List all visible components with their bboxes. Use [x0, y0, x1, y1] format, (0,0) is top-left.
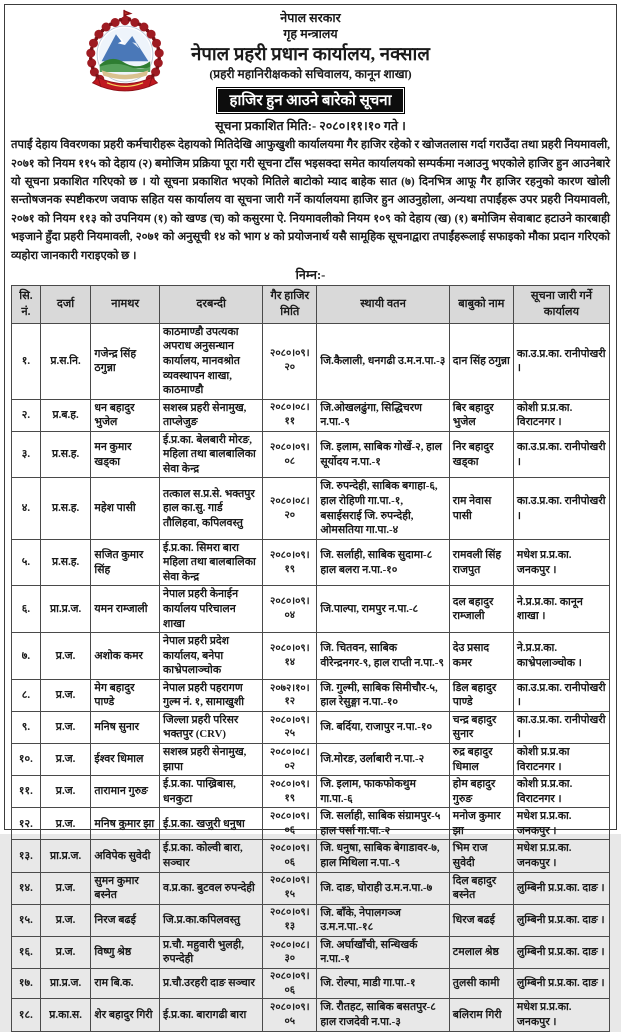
cell-issuing-office: मधेश प्र.प्र.का. जनकपुर ।	[513, 539, 609, 586]
column-header-sn: सि. नं.	[12, 286, 41, 324]
cell-father-name: निर बहादुर खड्का	[449, 431, 513, 478]
cell-permanent-address: जि.ओखलढुंगा, सिद्धिचरण न.पा.-९	[317, 399, 449, 431]
table-row	[12, 633, 610, 680]
column-header-father-name: बाबुको नाम	[449, 286, 513, 324]
cell-sn: ६.	[12, 586, 41, 633]
cell-issuing-office: लुम्बिनी प्र.प्र.का. दाङ ।	[513, 904, 609, 936]
cell-absent-date: २०८०।०९।२०	[263, 323, 317, 399]
cell-posting: ई.प्र.का. बारागढी बारा	[159, 999, 262, 1031]
cell-name: धन बहादुर भुजेल	[91, 399, 160, 431]
cell-rank: प्रा.प्र.ज.	[40, 968, 91, 999]
cell-father-name: बलिराम गिरी	[449, 999, 513, 1031]
table-row	[12, 840, 610, 872]
cell-permanent-address: जि. रोल्पा, माडी गा.पा.-१	[317, 968, 449, 999]
cell-sn: ४.	[12, 478, 41, 539]
cell-name: राम बि.क.	[91, 968, 160, 999]
cell-permanent-address: जि. धनुषा, साबिक बेगाडावर-७, हाल मिथिला न.पा.-९	[317, 840, 449, 872]
cell-permanent-address: जि.कैलाली, धनगढी उ.म.न.पा.-३	[317, 323, 449, 399]
cell-name: मनिष सुनार	[91, 711, 160, 743]
cell-issuing-office: का.उ.प्र.का. रानीपोखरी ।	[513, 431, 609, 478]
table-row	[12, 808, 610, 840]
cell-absent-date: २०८०।०९।०४	[263, 586, 317, 633]
column-header-rank: दर्जा	[40, 286, 91, 324]
cell-issuing-office: कोशी प्र.प्र.का. विराटनगर ।	[513, 399, 609, 431]
cell-father-name: राम नेवास पासी	[449, 478, 513, 539]
notice-title: हाजिर हुन आउने बारेको सूचना	[216, 87, 404, 114]
cell-rank: प्र.का.स.	[40, 999, 91, 1031]
cell-posting: काठमाण्डौ उपत्यका अपराध अनुसन्धान कार्यालय, मानवश्रोत व्यवस्थापन शाखा, काठमाण्डौ	[159, 323, 262, 399]
table-head	[12, 286, 610, 324]
cell-name: सुमन कुमार बस्नेत	[91, 872, 160, 904]
table-row	[12, 399, 610, 431]
cell-posting: ई.प्र.का. कोल्वी बारा, सञ्चार	[159, 840, 262, 872]
table-row	[12, 586, 610, 633]
cell-rank: प्र.ज.	[40, 679, 91, 711]
cell-absent-date: २०८०।०८।२०	[263, 478, 317, 539]
office-name: नेपाल प्रहरी प्रधान कार्यालय, नक्साल	[191, 44, 430, 65]
cell-permanent-address: जि. गुल्मी, साबिक सिमीचौर-५, हाल रेसुङ्गा न.पा.-१०	[317, 679, 449, 711]
cell-issuing-office: का.उ.प्र.का. रानीपोखरी ।	[513, 679, 609, 711]
cell-absent-date: २०८०।०९।०५	[263, 999, 317, 1031]
published-date: सूचना प्रकाशित मिति:- २०८०।११।१० गते ।	[215, 119, 406, 134]
cell-father-name: टमलाल श्रेष्ठ	[449, 936, 513, 968]
cell-name: शेर बहादुर गिरी	[91, 999, 160, 1031]
cell-father-name: दल बहादुर राम्जाली	[449, 586, 513, 633]
cell-name: मनिष कुमार झा	[91, 808, 160, 840]
cell-sn: १५.	[12, 904, 41, 936]
list-label: निम्न:-	[295, 268, 326, 283]
cell-rank: प्र.ज.	[40, 808, 91, 840]
cell-posting: प्र.चौ.उरहरी दाङ सञ्चार	[159, 968, 262, 999]
cell-sn: ९.	[12, 711, 41, 743]
cell-name: निरज बढई	[91, 904, 160, 936]
document-frame	[4, 4, 617, 1028]
cell-posting: ई.प्र.का. पाख्रिबास, धनकुटा	[159, 776, 262, 808]
cell-absent-date: २०८०।०८।३०	[263, 936, 317, 968]
cell-posting: सशस्त्र प्रहरी सेनामुख, झापा	[159, 744, 262, 776]
cell-name: अविपेक सुवेदी	[91, 840, 160, 872]
cell-rank: प्र.स.ह.	[40, 539, 91, 586]
cell-absent-date: २०८०।०९।२५	[263, 711, 317, 743]
cell-father-name: भिम राज सुवेदी	[449, 840, 513, 872]
cell-father-name: होम बहादुर गुरुङ	[449, 776, 513, 808]
cell-name: गजेन्द्र सिंह ठगुन्ना	[91, 323, 160, 399]
cell-absent-date: २०८०।०९।१९	[263, 539, 317, 586]
cell-posting: जिल्ला प्रहरी परिसर भक्तपुर (CRV)	[159, 711, 262, 743]
cell-sn: २.	[12, 399, 41, 431]
cell-permanent-address: जि. अर्घाखाँची, सन्धिखर्क न.पा.-१	[317, 936, 449, 968]
cell-issuing-office: का.उ.प्र.का. रानीपोखरी ।	[513, 478, 609, 539]
cell-name: सजित कुमार सिंह	[91, 539, 160, 586]
cell-posting: ई.प्र.का. सिमरा बारा महिला तथा बालबालिका सेवा केन्द्र	[159, 539, 262, 586]
notice-table	[11, 285, 610, 1031]
cell-rank: प्र.ज.	[40, 633, 91, 680]
cell-posting: नेपाल प्रहरी पहरागण गुल्म नं. १, सामाखुशी	[159, 679, 262, 711]
cell-absent-date: २०८०।०९।०८	[263, 431, 317, 478]
cell-sn: १६.	[12, 936, 41, 968]
table-row	[12, 744, 610, 776]
cell-issuing-office: ने.प्र.प्र.का. कानून शाखा ।	[513, 586, 609, 633]
column-header-permanent-address: स्थायी वतन	[317, 286, 449, 324]
cell-rank: प्र.स.ह.	[40, 478, 91, 539]
cell-permanent-address: जि. सर्लाही, साबिक संग्रामपुर-५ हाल पर्सा गा.पा.-२	[317, 808, 449, 840]
cell-rank: प्र.ज.	[40, 711, 91, 743]
cell-absent-date: २०८०।०९।०६	[263, 968, 317, 999]
cell-father-name: देउ प्रसाद कमर	[449, 633, 513, 680]
cell-issuing-office: लुम्बिनी प्र.प्र.का. दाङ ।	[513, 968, 609, 999]
cell-rank: प्र.ज.	[40, 744, 91, 776]
cell-absent-date: २०८०।०८।११	[263, 399, 317, 431]
document-header	[11, 7, 610, 134]
table-row	[12, 999, 610, 1031]
cell-issuing-office: मधेश प्र.प्र.का. जनकपुर ।	[513, 808, 609, 840]
cell-posting: तत्काल स.प्र.से. भक्तपुर हाल का.सु. गार्ड तौलिहवा, कपिलवस्तु	[159, 478, 262, 539]
nepal-police-emblem-icon	[77, 9, 173, 99]
cell-father-name: तुलसी कामी	[449, 968, 513, 999]
cell-name: महेश पासी	[91, 478, 160, 539]
cell-permanent-address: जि. सर्लाही, साबिक सुदामा-८ हाल बलरा न.पा.-१०	[317, 539, 449, 586]
cell-posting: ई.प्र.का. खजुरी धनुषा	[159, 808, 262, 840]
table-row	[12, 904, 610, 936]
cell-posting: सशस्त्र प्रहरी सेनामुख, ताप्लेजुङ	[159, 399, 262, 431]
cell-issuing-office: कोशी प्र.प्र.का. विराटनगर ।	[513, 776, 609, 808]
column-header-posting: दरबन्दी	[159, 286, 262, 324]
cell-sn: ८.	[12, 679, 41, 711]
table-row	[12, 431, 610, 478]
cell-issuing-office: कोशी प्र.प्र.का विराटनगर ।	[513, 744, 609, 776]
cell-rank: प्र.ज.	[40, 776, 91, 808]
cell-sn: १७.	[12, 968, 41, 999]
cell-issuing-office: लुम्बिनी प्र.प्र.का. दाङ ।	[513, 936, 609, 968]
cell-name: विष्णु श्रेष्ठ	[91, 936, 160, 968]
cell-father-name: बिर बहादुर भुजेल	[449, 399, 513, 431]
cell-rank: प्र.ज.	[40, 904, 91, 936]
cell-permanent-address: जि. इलाम, साबिक गोर्खे-२, हाल सूर्योदय न.पा.-१	[317, 431, 449, 478]
cell-posting: नेपाल प्रहरी केनाईन कार्यालय परिचालन शाखा	[159, 586, 262, 633]
cell-posting: प्र.चौ. महुवारी भुलही, रुपन्देही	[159, 936, 262, 968]
cell-rank: प्र.ज.	[40, 872, 91, 904]
cell-rank: प्र.स.नि.	[40, 323, 91, 399]
cell-sn: ११.	[12, 776, 41, 808]
cell-posting: ई.प्र.का. बेलबारी मोरङ, महिला तथा बालबालिका सेवा केन्द्र	[159, 431, 262, 478]
government-name: नेपाल सरकार	[280, 11, 341, 25]
table-row	[12, 936, 610, 968]
cell-permanent-address: जि.मोरङ, उर्लाबारी न.पा.-२	[317, 744, 449, 776]
cell-absent-date: २०८०।०९।०६	[263, 808, 317, 840]
cell-father-name: चन्द्र बहादुर सुनार	[449, 711, 513, 743]
cell-permanent-address: जि. चितवन, साबिक वीरेन्द्रनगर-९, हाल राप्ती न.पा.-९	[317, 633, 449, 680]
cell-sn: १.	[12, 323, 41, 399]
cell-permanent-address: जि. इलाम, फाकफोकथुम गा.पा.-६	[317, 776, 449, 808]
cell-issuing-office: का.उ.प्र.का. रानीपोखरी ।	[513, 711, 609, 743]
cell-father-name: डिल बहादुर पाण्डे	[449, 679, 513, 711]
cell-permanent-address: जि. बर्दिया, राजापुर न.पा.-१०	[317, 711, 449, 743]
cell-absent-date: २०८०।०९।०६	[263, 840, 317, 872]
table-row	[12, 478, 610, 539]
ministry-name: गृह मन्त्रालय	[283, 27, 338, 42]
table-row	[12, 679, 610, 711]
table-row	[12, 872, 610, 904]
column-header-name: नामथर	[91, 286, 160, 324]
cell-issuing-office: लुम्बिनी प्र.प्र.का. दाङ ।	[513, 872, 609, 904]
table-row	[12, 776, 610, 808]
cell-sn: १८.	[12, 999, 41, 1031]
cell-name: तारामान गुरुङ	[91, 776, 160, 808]
cell-absent-date: २०७२।१०।१२	[263, 679, 317, 711]
table-row	[12, 711, 610, 743]
column-header-absent-date: गैर हाजिर मिति	[263, 286, 317, 324]
cell-father-name: रुद्र बहादुर धिमाल	[449, 744, 513, 776]
cell-name: मन कुमार खड्का	[91, 431, 160, 478]
cell-issuing-office: मधेश प्र.प्र.का. जनकपुर ।	[513, 999, 609, 1031]
cell-father-name: दिल बहादुर बस्नेत	[449, 872, 513, 904]
cell-rank: प्रा.प्र.ज.	[40, 840, 91, 872]
cell-permanent-address: जि.पाल्पा, रामपुर न.पा.-८	[317, 586, 449, 633]
cell-sn: ५.	[12, 539, 41, 586]
cell-name: ईश्वर धिमाल	[91, 744, 160, 776]
cell-issuing-office: ने.प्र.प्र.का. काभ्रेपलाञ्चोक ।	[513, 633, 609, 680]
table-row	[12, 968, 610, 999]
cell-permanent-address: जि. रौतहट, साबिक बसतपुर-८ हाल राजदेवी न.पा.-३	[317, 999, 449, 1031]
cell-sn: ३.	[12, 431, 41, 478]
cell-permanent-address: जि. रुपन्देही, साबिक बगाहा-६, हाल रोहिणी गा.पा.-१, बसाईसराई जि. रुपन्देही, ओमसतिया गा.पा.-४	[317, 478, 449, 539]
cell-sn: १०.	[12, 744, 41, 776]
table-header-row	[12, 286, 610, 324]
cell-name: यमन राम्जाली	[91, 586, 160, 633]
cell-rank: प्र.स.ह.	[40, 431, 91, 478]
sub-office-name: (प्रहरी महानिरीक्षकको सचिवालय, कानून शाखा)	[209, 67, 412, 82]
cell-posting: नेपाल प्रहरी प्रदेश कार्यालय, बनेपा काभ्रेपलाञ्चोक	[159, 633, 262, 680]
cell-rank: प्र.ज.	[40, 936, 91, 968]
cell-father-name: रामवली सिंह राजपुत	[449, 539, 513, 586]
cell-absent-date: २०८०।०८।०२	[263, 744, 317, 776]
cell-issuing-office: का.उ.प्र.का. रानीपोखरी ।	[513, 323, 609, 399]
cell-absent-date: २०८०।०९।१३	[263, 904, 317, 936]
cell-name: अशोक कमर	[91, 633, 160, 680]
cell-sn: ७.	[12, 633, 41, 680]
cell-posting: व.प्र.का. बुटवल रुपन्देही	[159, 872, 262, 904]
cell-permanent-address: जि. बाँके, नेपालगञ्ज उ.म.न.पा.-१८	[317, 904, 449, 936]
table-row	[12, 323, 610, 399]
cell-permanent-address: जि. दाङ, घोराही उ.म.न.पा.-७	[317, 872, 449, 904]
table-row	[12, 539, 610, 586]
cell-absent-date: २०८०।०९।१४	[263, 633, 317, 680]
cell-sn: १२.	[12, 808, 41, 840]
table-body	[12, 323, 610, 1031]
cell-rank: प्र.ब.ह.	[40, 399, 91, 431]
notice-body-paragraph: तपाईं देहाय विवरणका प्रहरी कर्मचारीहरू देहायको मितिदेखि आफुखुशी कार्यालयमा गैर हाजिर रहेको र खोजतलास गर्दा गराउँदा तथा प्रहरी नियमावली, २०७१ को नियम ११५ को देहाय (२) बमोजिम प्रक्रिया पूरा गरी सूचना टाँस भइसक्दा समेत कार्यालयको सम्पर्कमा नआउनु भएकोले हाजिर हुन आउनेबारे यो सूचना प्रकाशित गरिएको छ । यो सूचना प्रकाशित भएको मितिले बाटोको म्याद बाहेक सात (७) दिनभित्र आफू गैर हाजिर रहनुको कारण खोली सन्तोषजनक स्पष्टीकरण जवाफ सहित यस कार्यालय वा सूचना जारी गर्ने कार्यालयमा हाजिर हुन आउनुहोला, अन्यथा तपाईंहरू उपर प्रहरी नियमावली, २०७१ को नियम ११३ को उपनियम (१) को खण्ड (च) को कसुरमा ऐ. नियमावलीको नियम १०९ को देहाय (ख) (१) बमोजिम सेवाबाट हटाउने कारबाही भइजाने हुँदा प्रहरी नियमावली, २०७१ को अनुसूची १४ को भाग ४ को प्रयोजनार्थ यसै सामूहिक सूचनाद्वारा तपाईंहरूलाई सफाइको मौका प्रदान गरिएको व्यहोरा जानकारी गराइएको छ ।	[11, 139, 610, 262]
cell-issuing-office: मधेश प्र.प्र.का. जनकपुर ।	[513, 840, 609, 872]
cell-father-name: दान सिंह ठगुन्ना	[449, 323, 513, 399]
cell-father-name: धिरज बढई	[449, 904, 513, 936]
cell-rank: प्रा.प्र.ज.	[40, 586, 91, 633]
cell-posting: जि.प्र.का.कपिलवस्तु	[159, 904, 262, 936]
cell-name: मेग बहादुर पाण्डे	[91, 679, 160, 711]
cell-absent-date: २०८०।०९।१५	[263, 872, 317, 904]
cell-sn: १४.	[12, 872, 41, 904]
column-header-issuing-office: सूचना जारी गर्ने कार्यालय	[513, 286, 609, 324]
cell-absent-date: २०८०।०९।१९	[263, 776, 317, 808]
cell-sn: १३.	[12, 840, 41, 872]
cell-father-name: मनोज कुमार झा	[449, 808, 513, 840]
